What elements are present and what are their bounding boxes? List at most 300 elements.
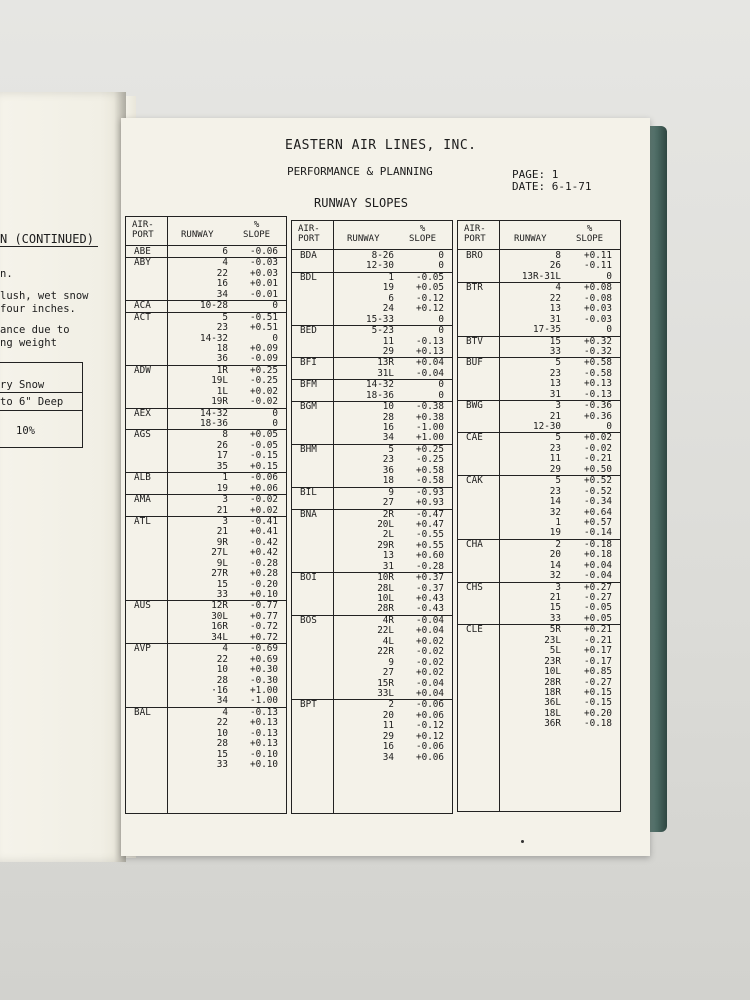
runway-id: 5L	[549, 645, 561, 657]
table-row	[292, 261, 452, 271]
table-row	[126, 590, 286, 600]
slope-value: +0.02	[416, 635, 444, 647]
slope-value: +0.04	[584, 559, 612, 571]
slope-value: 0	[606, 324, 612, 336]
runway-id: 4	[222, 643, 228, 655]
table-row	[458, 390, 620, 400]
slope-value: +0.03	[584, 303, 612, 315]
slope-value: +0.41	[250, 526, 278, 538]
airport-code: BTV	[466, 335, 483, 347]
slope-value: -0.15	[584, 697, 612, 709]
slope-value: -0.36	[584, 400, 612, 412]
runway-id: 34	[216, 288, 228, 300]
slope-value: +0.17	[584, 645, 612, 657]
runway-id: 14-32	[200, 332, 228, 344]
slope-value: -0.18	[584, 538, 612, 550]
runway-id: 18L	[544, 707, 561, 719]
slope-value: +0.32	[584, 335, 612, 347]
slope-value: -0.05	[416, 271, 444, 283]
runway-id: 13	[549, 303, 561, 315]
runway-id: 35	[216, 460, 228, 472]
airport-code: AMA	[134, 494, 151, 506]
table-row	[126, 462, 286, 472]
runway-id: 28	[216, 738, 228, 750]
runway-id: 10L	[544, 666, 561, 678]
airport-code: ALB	[134, 472, 151, 484]
airport-code: AVP	[134, 643, 151, 655]
slope-value: -0.06	[250, 246, 278, 257]
runway-id: 15-33	[366, 313, 394, 325]
runway-id: 18-36	[200, 418, 228, 429]
airport-code: BRO	[466, 250, 483, 261]
runway-id: 33	[549, 345, 561, 357]
slope-value: -0.52	[584, 485, 612, 497]
slope-value: -0.02	[416, 656, 444, 668]
airport-code: BOI	[300, 572, 317, 584]
runway-id: 22L	[377, 625, 394, 637]
runway-id: 5R	[549, 624, 561, 636]
table-row	[292, 325, 452, 336]
runway-id: 13	[549, 378, 561, 390]
runway-id: 19	[382, 282, 394, 294]
slope-value: +0.04	[416, 357, 444, 369]
table-row	[292, 668, 452, 678]
runway-id: 23	[549, 367, 561, 379]
column-header	[126, 217, 286, 246]
runway-id: 2R	[382, 508, 394, 520]
slope-value: +0.37	[416, 572, 444, 584]
slope-value: 0	[272, 332, 278, 344]
slope-value: -0.04	[584, 570, 612, 582]
slope-value: +0.42	[250, 547, 278, 559]
divider	[0, 392, 82, 393]
runway-id: 33L	[377, 687, 394, 699]
slope-value: +0.21	[584, 624, 612, 636]
runway-id: 11	[549, 453, 561, 465]
runway-id: 21	[216, 526, 228, 538]
slope-value: -0.12	[416, 292, 444, 304]
slope-value: 0	[438, 389, 444, 401]
slope-value: +0.05	[584, 612, 612, 624]
runway-id: 16	[382, 422, 394, 433]
runway-id: 9	[388, 486, 394, 498]
left-page-line: n.	[0, 268, 13, 280]
page-number: PAGE: 1	[512, 168, 559, 181]
slope-value: +0.60	[416, 550, 444, 562]
airport-code: BIL	[300, 486, 317, 498]
slope-value: -0.17	[584, 655, 612, 667]
slope-value: +1.00	[416, 432, 444, 444]
slope-value: +0.13	[584, 378, 612, 390]
runway-id: 34	[382, 751, 394, 763]
table-column-1	[125, 216, 287, 814]
slope-value: +0.02	[250, 504, 278, 516]
table-row	[126, 633, 286, 643]
runway-id: 15R	[377, 677, 394, 689]
slope-value: -0.05	[584, 602, 612, 614]
table-column-2	[291, 220, 453, 814]
slope-value: +0.13	[250, 717, 278, 729]
runway-id: 12-30	[366, 260, 394, 272]
runway-id: 3	[555, 400, 561, 412]
slope-value: +0.08	[584, 282, 612, 294]
runway-id: ·16	[211, 684, 228, 696]
runway-id: 16R	[211, 621, 228, 633]
runway-id: 28R	[544, 676, 561, 688]
table-row	[458, 475, 620, 486]
runway-id: 36L	[544, 697, 561, 709]
slope-value: -1.00	[250, 695, 278, 707]
slope-value: -0.12	[416, 720, 444, 732]
header-slope: % SLOPE	[409, 224, 437, 244]
slope-value: +0.09	[250, 342, 278, 354]
slope-value: +0.10	[250, 759, 278, 770]
slope-value: -0.30	[250, 674, 278, 686]
slope-value: +0.85	[584, 666, 612, 678]
runway-id: 34	[216, 695, 228, 707]
slope-value: -0.06	[250, 472, 278, 484]
slope-value: +1.00	[250, 684, 278, 696]
slope-value: -0.06	[416, 699, 444, 711]
runway-id: 6	[388, 292, 394, 304]
slope-value: +0.64	[584, 506, 612, 518]
slope-value: +0.11	[584, 250, 612, 261]
runway-id: 11	[382, 335, 394, 347]
company-title: EASTERN AIR LINES, INC.	[285, 138, 477, 153]
table-row	[292, 604, 452, 614]
airport-code: BUF	[466, 357, 483, 369]
runway-id: 18	[216, 342, 228, 354]
runway-id: 32	[549, 570, 561, 582]
page-speck	[521, 840, 524, 843]
table-row	[126, 484, 286, 494]
table-row	[126, 247, 286, 257]
runway-id: 15	[549, 335, 561, 347]
slope-value: -0.13	[416, 335, 444, 347]
runway-id: 29	[382, 345, 394, 357]
document-title: RUNWAY SLOPES	[314, 196, 408, 210]
runway-id: 1	[555, 516, 561, 528]
airport-code: CHS	[466, 581, 483, 593]
slope-value: -0.47	[416, 508, 444, 520]
slope-value: -0.15	[250, 450, 278, 462]
runway-id: 21	[216, 504, 228, 516]
table-row	[292, 476, 452, 486]
table-row	[292, 315, 452, 325]
table-row	[458, 571, 620, 581]
slope-value: -0.02	[250, 494, 278, 506]
left-page-line: lush, wet snow	[0, 290, 89, 302]
runway-id: 33	[549, 612, 561, 624]
runway-id: 23	[216, 322, 228, 334]
table-column-3	[457, 220, 621, 812]
runway-id: 33	[216, 759, 228, 770]
slope-value: +0.13	[250, 738, 278, 750]
airport-code: ACA	[134, 300, 151, 312]
airport-code: BDA	[300, 250, 317, 261]
slope-value: +0.93	[416, 497, 444, 509]
table-row	[126, 472, 286, 483]
slope-value: +0.50	[584, 463, 612, 475]
slope-value: +0.43	[416, 593, 444, 604]
airport-code: BED	[300, 325, 317, 337]
slope-value: +0.69	[250, 653, 278, 665]
slope-value: +0.13	[416, 345, 444, 357]
slope-value: -0.34	[584, 496, 612, 508]
runway-id: 15	[549, 602, 561, 614]
slope-value: +0.58	[584, 357, 612, 369]
runway-id: 19L	[211, 375, 228, 387]
runway-id: 23	[382, 454, 394, 466]
header-runway: RUNWAY	[181, 230, 214, 240]
airport-code: CHA	[466, 538, 483, 550]
airport-code: BFI	[300, 357, 317, 369]
divider	[0, 410, 82, 411]
runway-id: 9L	[216, 557, 228, 569]
runway-id: 11	[382, 720, 394, 732]
runway-id: 1L	[216, 385, 228, 397]
slope-value: +0.18	[584, 549, 612, 561]
runway-id: 5-23	[371, 325, 394, 337]
airport-code: AUS	[134, 600, 151, 612]
table-row	[292, 753, 452, 763]
table-row	[126, 323, 286, 333]
runway-id: 36	[216, 353, 228, 365]
airport-code: ABE	[134, 246, 151, 257]
slope-value: +0.05	[250, 429, 278, 441]
runway-id: 36R	[544, 718, 561, 730]
slope-value: -0.37	[416, 582, 444, 594]
department-label: PERFORMANCE & PLANNING	[287, 165, 433, 178]
slope-value: 0	[438, 325, 444, 337]
runway-id: 1	[388, 271, 394, 283]
airport-code: BNA	[300, 508, 317, 520]
runway-id: 4	[555, 282, 561, 294]
airport-code: BTR	[466, 282, 483, 294]
table-row	[458, 325, 620, 335]
runway-id: 16	[216, 278, 228, 290]
table-row	[292, 391, 452, 401]
airport-code: BAL	[134, 706, 151, 718]
airport-code: CAE	[466, 432, 483, 444]
runway-id: 10	[216, 664, 228, 676]
slope-value: -0.11	[584, 260, 612, 272]
runway-id: 13	[382, 550, 394, 562]
runway-id: 34	[382, 432, 394, 444]
runway-id: 15	[216, 748, 228, 760]
left-box-row: ry Snow	[0, 379, 45, 391]
slope-value: -0.69	[250, 643, 278, 655]
table-row	[292, 433, 452, 443]
airport-code: ATL	[134, 515, 151, 527]
table-row	[458, 465, 620, 475]
runway-id: 10R	[377, 572, 394, 584]
runway-id: 26	[549, 260, 561, 272]
runway-id: 22	[216, 717, 228, 729]
runway-id: 32	[549, 506, 561, 518]
runway-id: 27R	[211, 568, 228, 580]
table-row	[458, 272, 620, 282]
slope-value: +0.58	[416, 464, 444, 476]
airport-code: BGM	[300, 401, 317, 413]
table-row	[126, 760, 286, 770]
slope-value: +0.38	[416, 411, 444, 423]
runway-id: 5	[555, 475, 561, 487]
header-runway: RUNWAY	[514, 234, 547, 244]
runway-id: 18	[382, 475, 394, 487]
slope-value: 0	[606, 421, 612, 432]
runway-id: 18-36	[366, 389, 394, 401]
slope-value: +0.30	[250, 664, 278, 676]
table-row	[292, 572, 452, 583]
slope-value: +0.06	[416, 709, 444, 721]
runway-id: 3	[555, 581, 561, 593]
runway-id: 36	[382, 464, 394, 476]
left-page-line: ance due to	[0, 324, 70, 336]
slope-value: +0.55	[416, 539, 444, 551]
runway-id: 19	[549, 527, 561, 539]
slope-value: -0.10	[250, 748, 278, 760]
runway-id: 23R	[544, 655, 561, 667]
slope-value: -0.58	[416, 475, 444, 487]
runway-id: 20L	[377, 518, 394, 530]
slope-value: +0.02	[584, 432, 612, 444]
airport-code: ACT	[134, 311, 151, 323]
slope-value: -0.58	[584, 367, 612, 379]
left-page-line: ng weight	[0, 337, 57, 349]
slope-value: -0.02	[416, 646, 444, 658]
airport-code: AEX	[134, 407, 151, 419]
table-row	[292, 347, 452, 357]
table-row	[292, 379, 452, 390]
airport-code: ADW	[134, 364, 151, 376]
runway-id: 12-30	[533, 421, 561, 432]
slope-value: +0.57	[584, 516, 612, 528]
runway-id: 2	[388, 699, 394, 711]
runway-id: 8	[222, 429, 228, 441]
table-row	[292, 498, 452, 508]
runway-id: 29R	[377, 539, 394, 551]
slope-value: -0.02	[584, 442, 612, 454]
document-date: DATE: 6-1-71	[512, 180, 592, 193]
slope-value: +0.02	[416, 667, 444, 679]
slope-value: -0.05	[250, 439, 278, 451]
runway-id: 5	[555, 357, 561, 369]
header-runway: RUNWAY	[347, 234, 380, 244]
slope-value: +0.06	[250, 482, 278, 494]
runway-id: 23L	[544, 634, 561, 646]
slope-value: +0.01	[250, 278, 278, 290]
slope-value: +0.51	[250, 322, 278, 334]
header-slope: % SLOPE	[576, 224, 604, 244]
slope-value: +0.77	[250, 610, 278, 622]
slope-value: -0.04	[416, 677, 444, 689]
slope-value: -1.00	[416, 422, 444, 433]
table-row	[126, 665, 286, 675]
slope-value: +0.10	[250, 589, 278, 600]
airport-code: BWG	[466, 400, 483, 412]
table-row	[458, 497, 620, 507]
table-row	[458, 667, 620, 677]
column-header	[292, 221, 452, 250]
left-page	[0, 92, 126, 862]
airport-code: BHM	[300, 443, 317, 455]
runway-id: 2	[555, 538, 561, 550]
table-row	[126, 419, 286, 429]
runway-id: 28	[382, 411, 394, 423]
runway-id: 5	[555, 432, 561, 444]
slope-value: -0.13	[250, 727, 278, 739]
slope-value: +0.12	[416, 730, 444, 742]
table-row	[126, 739, 286, 749]
runway-id: 34L	[211, 631, 228, 643]
runway-id: 8-26	[371, 250, 394, 261]
runway-id: 22R	[377, 646, 394, 658]
slope-value: -0.25	[250, 375, 278, 387]
runway-id: 1R	[216, 364, 228, 376]
airport-code: ABY	[134, 257, 151, 269]
runway-id: 20	[382, 709, 394, 721]
slope-value: +0.27	[584, 581, 612, 593]
table-row	[126, 290, 286, 300]
runway-id: 29	[382, 730, 394, 742]
runway-id: 21	[549, 592, 561, 603]
airport-code: AGS	[134, 429, 151, 441]
runway-id: 4	[222, 257, 228, 269]
runway-id: 16	[382, 741, 394, 753]
runway-id: 10-28	[200, 300, 228, 312]
slope-value: -0.32	[584, 345, 612, 357]
runway-id: 31	[382, 560, 394, 572]
runway-id: 10	[382, 401, 394, 413]
runway-id: 24	[382, 303, 394, 315]
slope-value: +0.05	[416, 282, 444, 294]
runway-id: 13R-31L	[521, 270, 561, 282]
slope-value: -0.04	[416, 614, 444, 626]
runway-id: 14	[549, 496, 561, 508]
slope-value: -0.43	[416, 603, 444, 615]
runway-id: 15	[216, 578, 228, 590]
table-row	[458, 614, 620, 624]
runway-id: 9R	[216, 536, 228, 548]
slope-value: -0.06	[416, 741, 444, 753]
runway-id: 19R	[211, 396, 228, 408]
table-row	[458, 347, 620, 357]
table-row	[458, 719, 620, 729]
runway-id: 28	[216, 674, 228, 686]
table-row	[292, 742, 452, 752]
slope-value: +0.72	[250, 631, 278, 643]
runway-id: 14-32	[200, 407, 228, 419]
airport-code: CAK	[466, 475, 483, 487]
slope-value: -0.18	[584, 718, 612, 730]
table-row	[126, 300, 286, 311]
table-row	[126, 506, 286, 516]
slope-value: -0.51	[250, 311, 278, 323]
runway-id: 31	[549, 313, 561, 325]
runway-id: 9	[388, 656, 394, 668]
slope-value: -0.41	[250, 515, 278, 527]
slope-value: +0.36	[584, 410, 612, 422]
runway-id: 31L	[377, 367, 394, 379]
slope-value: +0.06	[416, 751, 444, 763]
runway-id: 4L	[382, 635, 394, 647]
slope-value: +0.25	[416, 443, 444, 455]
runway-id: 22	[216, 267, 228, 279]
slope-value: -0.03	[250, 257, 278, 269]
left-page-line: four inches.	[0, 303, 76, 315]
runway-id: 33	[216, 589, 228, 600]
